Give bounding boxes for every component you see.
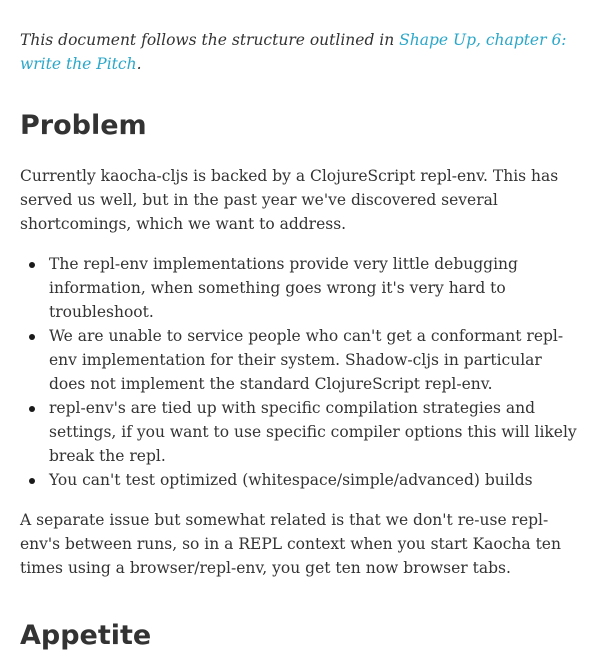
intro-text: This document follows the structure outlined in	[20, 31, 400, 49]
list-item	[20, 324, 580, 396]
list-item	[20, 396, 580, 468]
list-item	[20, 468, 580, 492]
problem-heading: Problem	[20, 110, 147, 141]
list-item-text: You can't test optimized (whitespace/simple/advanced) builds	[49, 471, 533, 489]
repl-env-reuse-paragraph: A separate issue but somewhat related is that we don't re-use repl-env's between runs, so in a REPL context when you start Kaocha ten times using a browser/repl-env, you get ten now browser tabs.	[20, 511, 561, 577]
list-item-text: We are unable to service people who can't get a conformant repl-env implementation for their system. Shadow-cljs in particular does not implement the standard ClojureScript repl-env.	[49, 327, 564, 393]
list-item-text: repl-env's are tied up with specific compilation strategies and settings, if you want to use specific compiler options this will likely break the repl.	[49, 399, 577, 465]
bullet-icon	[29, 406, 35, 412]
list-item-text: The repl-env implementations provide very little debugging information, when something goes wrong it's very hard to troubleshoot.	[49, 255, 518, 321]
intro-note	[20, 28, 580, 76]
bullet-icon	[29, 334, 35, 340]
problem-paragraph: Currently kaocha-cljs is backed by a ClojureScript repl-env. This has served us well, but in the past year we've discovered several shortcomings, which we want to address.	[20, 167, 559, 233]
bullet-icon	[29, 262, 35, 268]
appetite-heading: Appetite	[20, 620, 152, 651]
bullet-icon	[29, 478, 35, 484]
list-item	[20, 252, 580, 324]
problem-bullet-list	[20, 252, 580, 492]
intro-end: .	[136, 55, 142, 73]
shape-up-link[interactable]: Shape Up, chapter 6: write the Pitch	[20, 31, 567, 73]
